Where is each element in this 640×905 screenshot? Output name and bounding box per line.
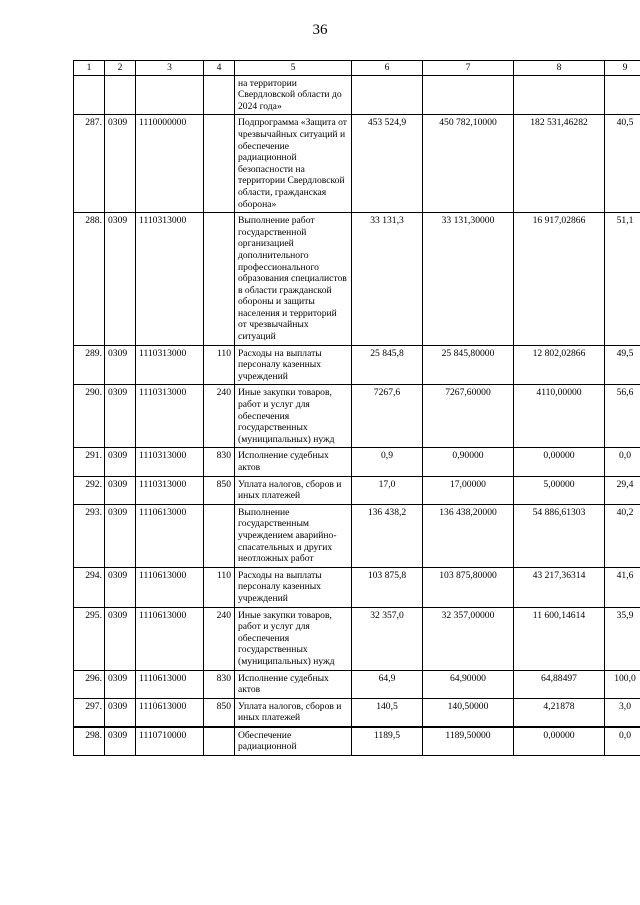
section-code: 0309	[105, 385, 136, 448]
section-code: 0309	[105, 345, 136, 385]
item-name: Иные закупки товаров, работ и услуг для обеспечения государственных (муниципальных) нужд	[235, 385, 352, 448]
executed-amount: 16 917,02866	[514, 213, 605, 346]
expense-type-code: 830	[204, 448, 235, 476]
approved-amount: 32 357,0	[352, 607, 423, 670]
section-code: 0309	[105, 448, 136, 476]
expense-type-code: 110	[204, 567, 235, 607]
executed-amount: 54 886,61303	[514, 504, 605, 567]
approved-amount: 453 524,9	[352, 115, 423, 213]
row-number: 294.	[74, 567, 105, 607]
budget-table	[73, 60, 640, 756]
table-row	[74, 567, 640, 607]
target-article-code: 1110313000	[136, 345, 204, 385]
planned-amount: 33 131,30000	[423, 213, 514, 346]
section-code: 0309	[105, 504, 136, 567]
planned-amount: 7267,60000	[423, 385, 514, 448]
section-code: 0309	[105, 567, 136, 607]
column-header: 9	[605, 61, 640, 76]
item-name: Подпрограмма «Защита от чрезвычайных ситуаций и обеспечение радиационной безопасности на территории Свердловской области, гражданская оборона»	[235, 115, 352, 213]
table-row	[74, 345, 640, 385]
table-row	[74, 213, 640, 346]
executed-amount: 0,00000	[514, 727, 605, 756]
row-number: 295.	[74, 607, 105, 670]
section-code: 0309	[105, 476, 136, 504]
expense-type-code	[204, 115, 235, 213]
execution-percent: 51,1	[605, 213, 640, 346]
column-header: 8	[514, 61, 605, 76]
section-code: 0309	[105, 213, 136, 346]
target-article-code	[136, 75, 204, 115]
expense-type-code	[204, 504, 235, 567]
column-header: 5	[235, 61, 352, 76]
planned-amount: 32 357,00000	[423, 607, 514, 670]
target-article-code: 1110313000	[136, 476, 204, 504]
table-header-row	[74, 61, 640, 76]
row-number: 290.	[74, 385, 105, 448]
approved-amount: 33 131,3	[352, 213, 423, 346]
executed-amount: 4110,00000	[514, 385, 605, 448]
planned-amount: 450 782,10000	[423, 115, 514, 213]
item-name: Исполнение судебных актов	[235, 448, 352, 476]
target-article-code: 1110613000	[136, 698, 204, 727]
expense-type-code: 110	[204, 345, 235, 385]
table-row	[74, 476, 640, 504]
target-article-code: 1110613000	[136, 670, 204, 698]
planned-amount: 136 438,20000	[423, 504, 514, 567]
target-article-code: 1110313000	[136, 213, 204, 346]
executed-amount	[514, 75, 605, 115]
approved-amount: 136 438,2	[352, 504, 423, 567]
approved-amount: 140,5	[352, 698, 423, 727]
expense-type-code	[204, 75, 235, 115]
table-row	[74, 115, 640, 213]
executed-amount: 12 802,02866	[514, 345, 605, 385]
section-code: 0309	[105, 670, 136, 698]
section-code: 0309	[105, 607, 136, 670]
column-header: 7	[423, 61, 514, 76]
table-row	[74, 607, 640, 670]
expense-type-code: 240	[204, 607, 235, 670]
page-number: 36	[312, 22, 328, 38]
executed-amount: 11 600,14614	[514, 607, 605, 670]
planned-amount: 0,90000	[423, 448, 514, 476]
expense-type-code: 850	[204, 698, 235, 727]
item-name: Иные закупки товаров, работ и услуг для обеспечения государственных (муниципальных) нужд	[235, 607, 352, 670]
execution-percent: 56,6	[605, 385, 640, 448]
executed-amount: 182 531,46282	[514, 115, 605, 213]
section-code	[105, 75, 136, 115]
planned-amount: 17,00000	[423, 476, 514, 504]
column-header: 3	[136, 61, 204, 76]
target-article-code: 1110710000	[136, 727, 204, 756]
table-row	[74, 504, 640, 567]
expense-type-code: 240	[204, 385, 235, 448]
section-code: 0309	[105, 727, 136, 756]
execution-percent: 40,2	[605, 504, 640, 567]
planned-amount: 25 845,80000	[423, 345, 514, 385]
item-name: Выполнение работ государственной организацией дополнительного профессионального образования специалистов в области гражданской обороны и защиты населения и территорий от чрезвычайных ситуаций	[235, 213, 352, 346]
table-row	[74, 448, 640, 476]
approved-amount: 25 845,8	[352, 345, 423, 385]
approved-amount: 103 875,8	[352, 567, 423, 607]
execution-percent: 3,0	[605, 698, 640, 727]
planned-amount: 64,90000	[423, 670, 514, 698]
execution-percent: 0,0	[605, 448, 640, 476]
row-number: 292.	[74, 476, 105, 504]
planned-amount: 1189,50000	[423, 727, 514, 756]
row-number	[74, 75, 105, 115]
expense-type-code: 830	[204, 670, 235, 698]
execution-percent: 100,0	[605, 670, 640, 698]
approved-amount	[352, 75, 423, 115]
expense-type-code	[204, 213, 235, 346]
execution-percent: 35,9	[605, 607, 640, 670]
target-article-code: 1110313000	[136, 448, 204, 476]
execution-percent: 41,6	[605, 567, 640, 607]
section-code: 0309	[105, 115, 136, 213]
row-number: 289.	[74, 345, 105, 385]
expense-type-code	[204, 727, 235, 756]
item-name: Уплата налогов, сборов и иных платежей	[235, 698, 352, 727]
execution-percent: 49,5	[605, 345, 640, 385]
item-name: Расходы на выплаты персоналу казенных учреждений	[235, 567, 352, 607]
target-article-code: 1110613000	[136, 607, 204, 670]
row-number: 296.	[74, 670, 105, 698]
planned-amount: 103 875,80000	[423, 567, 514, 607]
executed-amount: 4,21878	[514, 698, 605, 727]
table-row	[74, 385, 640, 448]
column-header: 4	[204, 61, 235, 76]
item-name: Обеспечение радиационной	[235, 727, 352, 756]
row-number: 287.	[74, 115, 105, 213]
table-body	[74, 75, 640, 755]
target-article-code: 1110613000	[136, 504, 204, 567]
item-name: Выполнение государственным учреждением аварийно-спасательных и других неотложных работ	[235, 504, 352, 567]
executed-amount: 64,88497	[514, 670, 605, 698]
row-number: 288.	[74, 213, 105, 346]
execution-percent: 0,0	[605, 727, 640, 756]
executed-amount: 0,00000	[514, 448, 605, 476]
table-row	[74, 727, 640, 756]
target-article-code: 1110613000	[136, 567, 204, 607]
execution-percent	[605, 75, 640, 115]
expense-type-code: 850	[204, 476, 235, 504]
item-name: на территории Свердловской области до 2024 года»	[235, 75, 352, 115]
row-number: 298.	[74, 727, 105, 756]
section-code: 0309	[105, 698, 136, 727]
approved-amount: 17,0	[352, 476, 423, 504]
table-row	[74, 75, 640, 115]
target-article-code: 1110313000	[136, 385, 204, 448]
column-header: 2	[105, 61, 136, 76]
row-number: 291.	[74, 448, 105, 476]
planned-amount: 140,50000	[423, 698, 514, 727]
approved-amount: 64,9	[352, 670, 423, 698]
table-row	[74, 698, 640, 727]
executed-amount: 43 217,36314	[514, 567, 605, 607]
column-header: 1	[74, 61, 105, 76]
item-name: Уплата налогов, сборов и иных платежей	[235, 476, 352, 504]
table-row	[74, 670, 640, 698]
column-header: 6	[352, 61, 423, 76]
executed-amount: 5,00000	[514, 476, 605, 504]
execution-percent: 29,4	[605, 476, 640, 504]
target-article-code: 1110000000	[136, 115, 204, 213]
approved-amount: 7267,6	[352, 385, 423, 448]
planned-amount	[423, 75, 514, 115]
execution-percent: 40,5	[605, 115, 640, 213]
approved-amount: 1189,5	[352, 727, 423, 756]
item-name: Исполнение судебных актов	[235, 670, 352, 698]
row-number: 297.	[74, 698, 105, 727]
row-number: 293.	[74, 504, 105, 567]
approved-amount: 0,9	[352, 448, 423, 476]
item-name: Расходы на выплаты персоналу казенных учреждений	[235, 345, 352, 385]
